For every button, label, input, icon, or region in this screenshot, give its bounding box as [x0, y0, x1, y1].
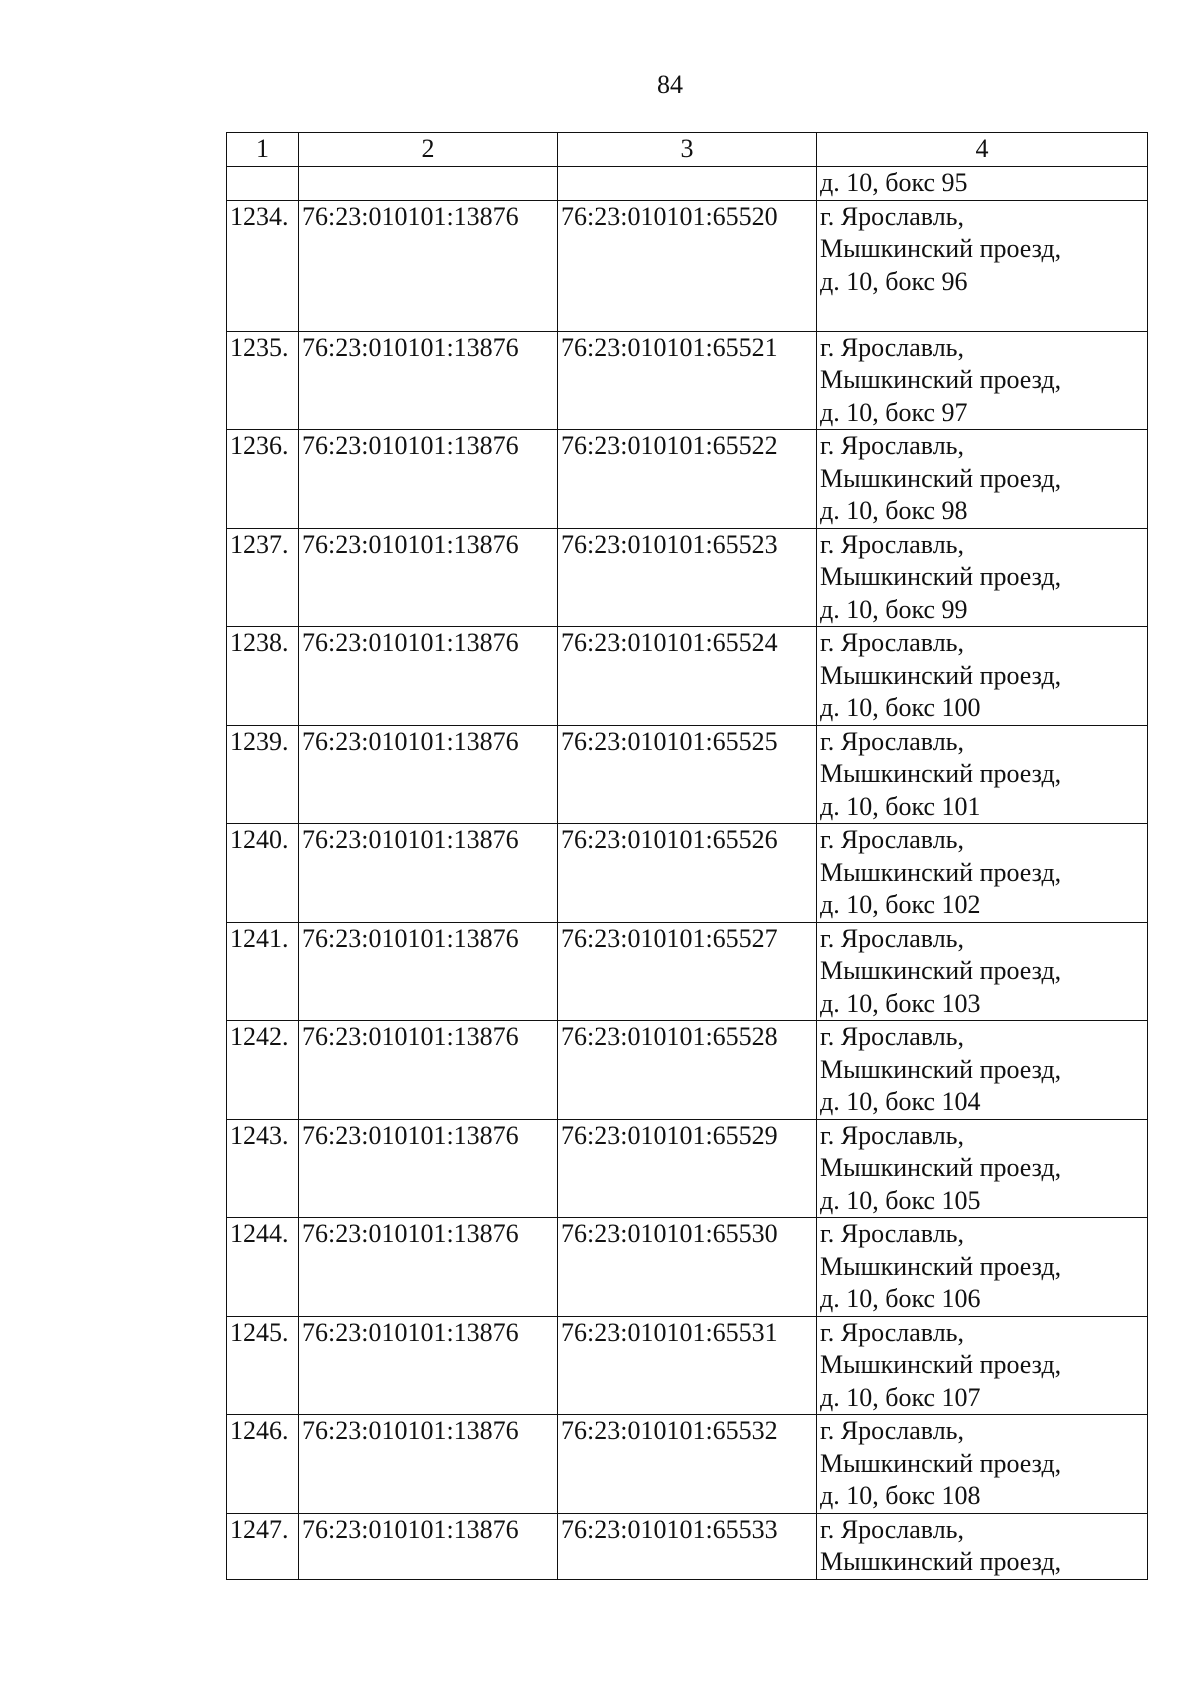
parcel-number-cell: 76:23:010101:13876 [299, 1218, 558, 1317]
object-number-cell: 76:23:010101:65530 [558, 1218, 817, 1317]
object-number-cell: 76:23:010101:65533 [558, 1513, 817, 1579]
address-line: д. 10, бокс 103 [820, 988, 981, 1018]
address-line: г. Ярославль, [820, 628, 965, 657]
address-line: Мышкинский проезд, [820, 365, 1062, 394]
table-row [227, 528, 1148, 627]
address-line: д. 10, бокс 106 [820, 1284, 981, 1313]
column-number-header: 1 [227, 133, 299, 167]
address-line: д. 10, бокс 102 [820, 890, 981, 919]
object-number-cell: 76:23:010101:65532 [558, 1415, 817, 1514]
address-line: Мышкинский проезд, [820, 1251, 1062, 1281]
object-number-cell: 76:23:010101:65521 [558, 331, 817, 430]
row-number-cell: 1239. [227, 725, 299, 824]
address-line: Мышкинский проезд, [820, 1448, 1062, 1478]
table-row [227, 1119, 1148, 1218]
column-number-row [227, 133, 1148, 167]
address-cell [817, 430, 1148, 529]
address-line: д. 10, бокс 101 [820, 791, 981, 821]
address-cell [817, 1021, 1148, 1120]
object-number-cell: 76:23:010101:65520 [558, 200, 817, 331]
address-line: г. Ярославль, [820, 923, 965, 953]
address-cell [817, 627, 1148, 726]
row-number-cell: 1246. [227, 1415, 299, 1514]
address-cell [817, 1513, 1148, 1579]
table-row [227, 627, 1148, 726]
row-number-cell: 1234. [227, 200, 299, 331]
table-row [227, 1218, 1148, 1317]
row-number-cell: 1235. [227, 331, 299, 430]
object-number-cell: 76:23:010101:65524 [558, 627, 817, 726]
address-line: г. Ярославль, [820, 431, 965, 460]
address-line: г. Ярославль, [820, 201, 965, 231]
object-number-cell: 76:23:010101:65523 [558, 528, 817, 627]
parcel-number-cell: 76:23:010101:13876 [299, 1021, 558, 1120]
table-row [227, 200, 1148, 331]
parcel-number-cell: 76:23:010101:13876 [299, 430, 558, 529]
table-row [227, 1316, 1148, 1415]
parcel-number-cell: 76:23:010101:13876 [299, 331, 558, 430]
address-cell [817, 200, 1148, 331]
table-row [227, 1415, 1148, 1514]
row-number-cell: 1242. [227, 1021, 299, 1120]
page-number: 84 [657, 70, 683, 99]
address-line: д. 10, бокс 107 [820, 1382, 981, 1412]
object-number-cell: 76:23:010101:65529 [558, 1119, 817, 1218]
address-line: Мышкинский проезд, [820, 1350, 1062, 1379]
parcel-number-cell [299, 167, 558, 201]
parcel-number-cell: 76:23:010101:13876 [299, 1316, 558, 1415]
parcel-number-cell: 76:23:010101:13876 [299, 725, 558, 824]
address-line: Мышкинский проезд, [820, 1153, 1062, 1182]
parcel-number-cell: 76:23:010101:13876 [299, 528, 558, 627]
address-cell [817, 528, 1148, 627]
object-number-cell: 76:23:010101:65522 [558, 430, 817, 529]
row-number-cell: 1236. [227, 430, 299, 529]
address-line: г. Ярославль, [820, 1022, 965, 1051]
address-line: д. 10, бокс 99 [820, 594, 968, 624]
address-line: Мышкинский проезд, [820, 956, 1062, 985]
row-number-cell: 1244. [227, 1218, 299, 1317]
row-number-cell: 1237. [227, 528, 299, 627]
object-number-cell: 76:23:010101:65528 [558, 1021, 817, 1120]
row-number-cell [227, 167, 299, 201]
address-cell [817, 1415, 1148, 1514]
address-line: г. Ярославль, [820, 1219, 965, 1248]
parcel-number-cell: 76:23:010101:13876 [299, 824, 558, 923]
address-line: Мышкинский проезд, [820, 1054, 1062, 1084]
row-number-cell: 1238. [227, 627, 299, 726]
address-line: Мышкинский проезд, [820, 463, 1062, 493]
row-number-cell: 1247. [227, 1513, 299, 1579]
address-line: Мышкинский проезд, [820, 1547, 1062, 1576]
parcel-number-cell: 76:23:010101:13876 [299, 1415, 558, 1514]
table-row [227, 922, 1148, 1021]
address-cell [817, 1119, 1148, 1218]
address-line: Мышкинский проезд, [820, 759, 1062, 788]
parcel-number-cell: 76:23:010101:13876 [299, 200, 558, 331]
address-line: г. Ярославль, [820, 1514, 965, 1544]
row-number-cell: 1243. [227, 1119, 299, 1218]
table-row [227, 331, 1148, 430]
address-cell [817, 1218, 1148, 1317]
row-number-cell: 1241. [227, 922, 299, 1021]
address-line: д. 10, бокс 108 [820, 1481, 981, 1510]
table-row [227, 1513, 1148, 1579]
address-line: д. 10, бокс 105 [820, 1185, 981, 1215]
object-number-cell: 76:23:010101:65527 [558, 922, 817, 1021]
address-cell [817, 922, 1148, 1021]
table-row [227, 1021, 1148, 1120]
address-line: г. Ярославль, [820, 529, 965, 559]
address-cell [817, 824, 1148, 923]
table-row [227, 430, 1148, 529]
row-number-cell: 1245. [227, 1316, 299, 1415]
column-number-header: 4 [817, 133, 1148, 167]
address-line: д. 10, бокс 95 [820, 168, 968, 197]
address-line: г. Ярославль, [820, 1416, 965, 1445]
address-line: г. Ярославль, [820, 825, 965, 854]
parcel-number-cell: 76:23:010101:13876 [299, 627, 558, 726]
object-number-cell: 76:23:010101:65531 [558, 1316, 817, 1415]
table-row [227, 824, 1148, 923]
address-line: г. Ярославль, [820, 726, 965, 756]
parcel-number-cell: 76:23:010101:13876 [299, 922, 558, 1021]
address-line: д. 10, бокс 96 [820, 266, 968, 296]
address-line: г. Ярославль, [820, 1120, 965, 1150]
address-line: д. 10, бокс 98 [820, 496, 968, 525]
object-number-cell: 76:23:010101:65525 [558, 725, 817, 824]
address-line: д. 10, бокс 97 [820, 397, 968, 427]
address-line: г. Ярославль, [820, 332, 965, 362]
address-line: Мышкинский проезд, [820, 562, 1062, 591]
address-line: д. 10, бокс 104 [820, 1087, 981, 1116]
address-line: д. 10, бокс 100 [820, 693, 981, 722]
registry-table [226, 132, 1148, 1580]
address-cell [817, 725, 1148, 824]
object-number-cell [558, 167, 817, 201]
address-cell [817, 331, 1148, 430]
row-number-cell: 1240. [227, 824, 299, 923]
address-cell [817, 1316, 1148, 1415]
address-line: Мышкинский проезд, [820, 857, 1062, 887]
address-line: Мышкинский проезд, [820, 660, 1062, 690]
address-line: Мышкинский проезд, [820, 234, 1062, 263]
address-line: г. Ярославль, [820, 1317, 965, 1347]
table-row [227, 725, 1148, 824]
parcel-number-cell: 76:23:010101:13876 [299, 1513, 558, 1579]
parcel-number-cell: 76:23:010101:13876 [299, 1119, 558, 1218]
address-cell [817, 167, 1148, 201]
column-number-header: 3 [558, 133, 817, 167]
object-number-cell: 76:23:010101:65526 [558, 824, 817, 923]
column-number-header: 2 [299, 133, 558, 167]
table-row [227, 167, 1148, 201]
